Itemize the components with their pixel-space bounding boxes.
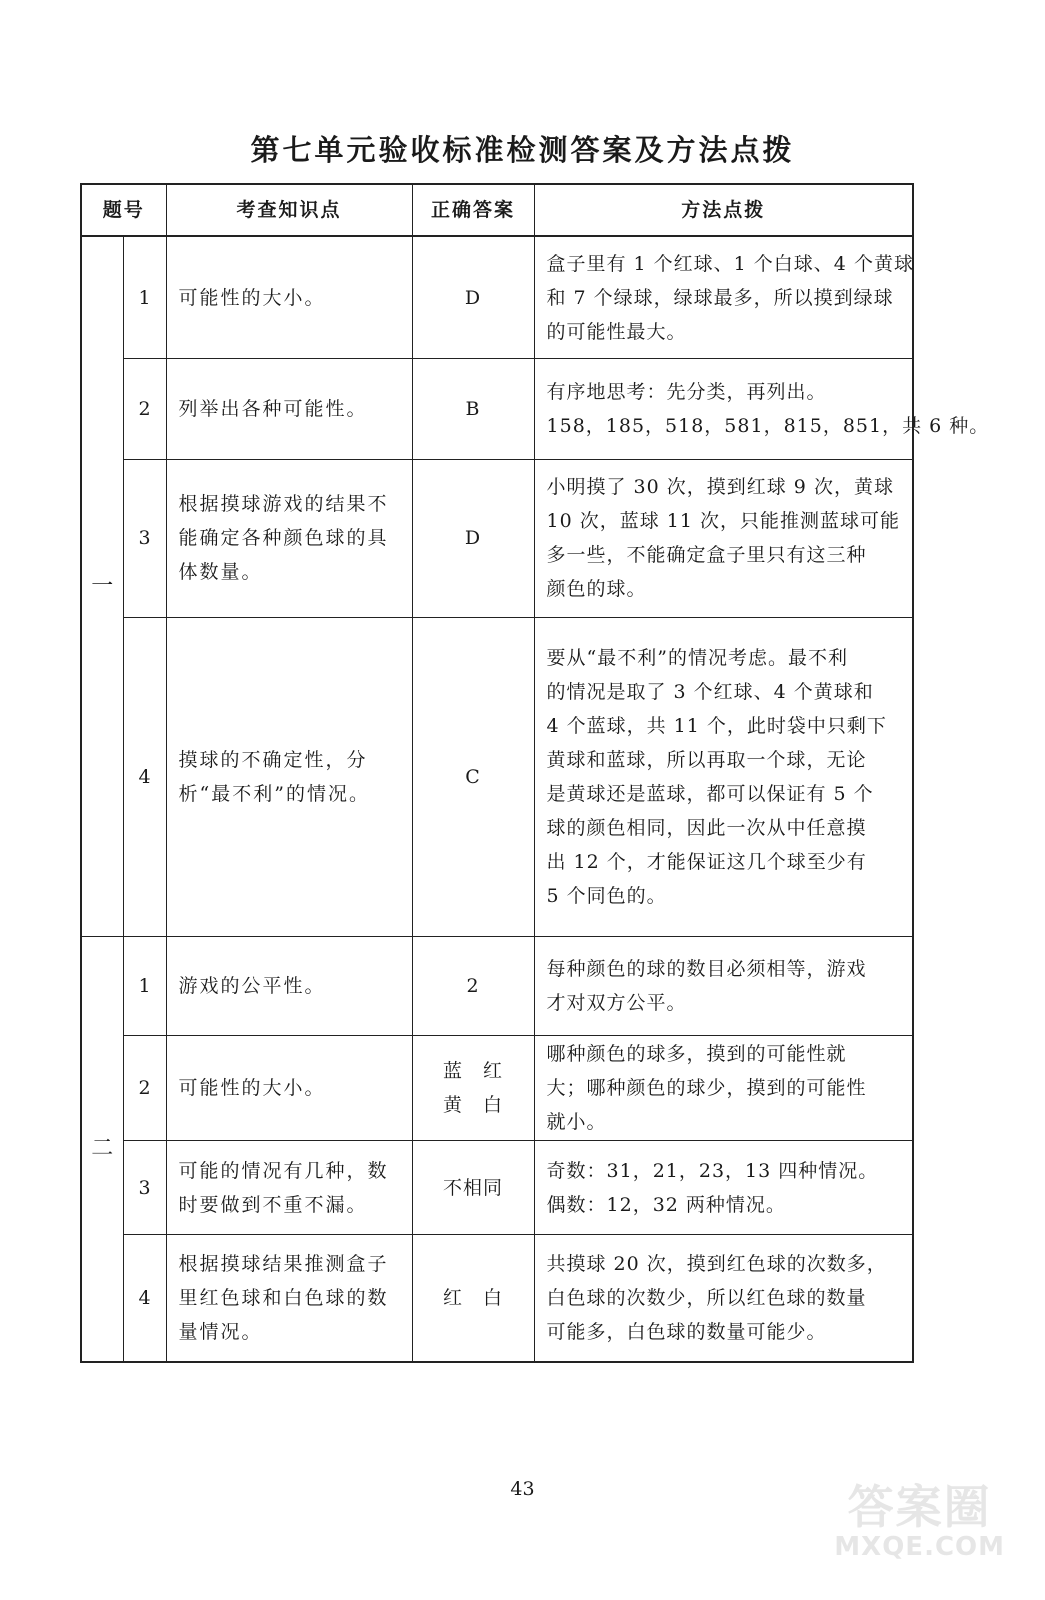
- method-tip: [534, 1141, 913, 1235]
- answer-table: [80, 183, 990, 1363]
- answer-line: 2: [466, 974, 480, 997]
- method-tip: [534, 359, 990, 459]
- table-row: [81, 359, 913, 459]
- method-line: 白色球的次数少，所以红色球的数量: [546, 1287, 867, 1310]
- answer-line: 红 白: [443, 1287, 504, 1310]
- method-line: 可能多，白色球的数量可能少。: [546, 1321, 827, 1344]
- method-line: 5 个同色的。: [546, 884, 667, 907]
- method-line: 的情况是取了 3 个红球、4 个黄球和: [546, 680, 874, 703]
- table-row: [81, 1141, 913, 1235]
- table-row: [81, 236, 913, 359]
- method-line: 奇数：31，21，23，13 四种情况。: [546, 1159, 879, 1182]
- method-line: 哪种颜色的球多，摸到的可能性就: [546, 1042, 847, 1065]
- table-row: [81, 1035, 913, 1141]
- method-line: 共摸球 20 次，摸到红色球的次数多，: [546, 1253, 887, 1276]
- knowledge-point: 根据摸球游戏的结果不能确定各种颜色球的具体数量。: [166, 459, 412, 617]
- method-line: 大；哪种颜色的球少，摸到的可能性: [546, 1076, 867, 1099]
- correct-answer: [412, 1235, 534, 1362]
- header-number: 题号: [81, 184, 166, 236]
- method-line: 黄球和蓝球，所以再取一个球，无论: [546, 748, 867, 771]
- answer-line: 黄 白: [443, 1093, 504, 1116]
- header-topic: 考查知识点: [166, 184, 412, 236]
- knowledge-point: 摸球的不确定性，分析“最不利”的情况。: [166, 617, 412, 937]
- table-row: [81, 617, 913, 937]
- method-line: 就小。: [546, 1110, 607, 1133]
- answer-line: C: [465, 765, 481, 788]
- section-label: 二: [81, 937, 123, 1362]
- table-header-row: [81, 184, 913, 236]
- method-line: 颜色的球。: [546, 578, 647, 601]
- answer-line: 蓝 红: [443, 1059, 504, 1082]
- method-line: 偶数：12，32 两种情况。: [546, 1193, 786, 1216]
- question-number: 3: [123, 459, 166, 617]
- header-method: 方法点拨: [534, 184, 913, 236]
- method-line: 小明摸了 30 次，摸到红球 9 次，黄球: [546, 476, 894, 499]
- method-line: 每种颜色的球的数目必须相等，游戏: [546, 957, 867, 980]
- question-number: 1: [123, 937, 166, 1035]
- method-line: 要从“最不利”的情况考虑。最不利: [546, 646, 848, 669]
- knowledge-point: 根据摸球结果推测盒子里红色球和白色球的数量情况。: [166, 1235, 412, 1362]
- header-answer: 正确答案: [412, 184, 534, 236]
- method-line: 是黄球还是蓝球，都可以保证有 5 个: [546, 782, 874, 805]
- method-line: 盒子里有 1 个红球、1 个白球、4 个黄球: [546, 252, 914, 275]
- correct-answer: [412, 1141, 534, 1235]
- page-number: 43: [510, 1478, 535, 1500]
- answer-line: B: [465, 398, 481, 421]
- correct-answer: [412, 459, 534, 617]
- knowledge-point: 可能性的大小。: [166, 1035, 412, 1141]
- method-line: 有序地思考：先分类，再列出。: [546, 381, 827, 404]
- table-row: [81, 1235, 913, 1362]
- answer-line: 不相同: [443, 1176, 504, 1199]
- watermark-site: MXQE.COM: [834, 1532, 1005, 1562]
- correct-answer: [412, 359, 534, 459]
- question-number: 2: [123, 359, 166, 459]
- knowledge-point: 列举出各种可能性。: [166, 359, 412, 459]
- answer-line: D: [464, 527, 482, 550]
- watermark-text: 答案圈: [847, 1480, 992, 1534]
- method-line: 多一些，不能确定盒子里只有这三种: [546, 544, 867, 567]
- correct-answer: [412, 617, 534, 937]
- method-line: 4 个蓝球，共 11 个，此时袋中只剩下: [546, 714, 887, 737]
- correct-answer: [412, 937, 534, 1035]
- method-tip: [534, 617, 913, 937]
- watermark-logo: [834, 1482, 1005, 1562]
- table-row: [81, 459, 913, 617]
- question-number: 3: [123, 1141, 166, 1235]
- page-title: 第七单元验收标准检测答案及方法点拨: [250, 133, 795, 167]
- method-line: 出 12 个，才能保证这几个球至少有: [546, 850, 867, 873]
- knowledge-point: 游戏的公平性。: [166, 937, 412, 1035]
- question-number: 4: [123, 1235, 166, 1362]
- method-tip: [534, 1235, 913, 1362]
- method-line: 10 次，蓝球 11 次，只能推测蓝球可能: [546, 510, 900, 533]
- table-row: [81, 937, 913, 1035]
- method-line: 球的颜色相同，因此一次从中任意摸: [546, 816, 867, 839]
- correct-answer: [412, 1035, 534, 1141]
- question-number: 2: [123, 1035, 166, 1141]
- section-label: 一: [81, 236, 123, 937]
- table-body: [81, 236, 990, 1362]
- method-line: 的可能性最大。: [546, 320, 687, 343]
- answer-line: D: [464, 286, 482, 309]
- method-tip: [534, 459, 913, 617]
- question-number: 4: [123, 617, 166, 937]
- method-line: 158，185，518，581，815，851，共 6 种。: [546, 415, 990, 438]
- correct-answer: [412, 236, 534, 359]
- method-tip: [534, 937, 913, 1035]
- knowledge-point: 可能的情况有几种，数时要做到不重不漏。: [166, 1141, 412, 1235]
- method-line: 才对双方公平。: [546, 991, 687, 1014]
- method-tip: [534, 236, 913, 359]
- method-tip: [534, 1035, 913, 1141]
- question-number: 1: [123, 236, 166, 359]
- knowledge-point: 可能性的大小。: [166, 236, 412, 359]
- method-line: 和 7 个绿球，绿球最多，所以摸到绿球: [546, 286, 894, 309]
